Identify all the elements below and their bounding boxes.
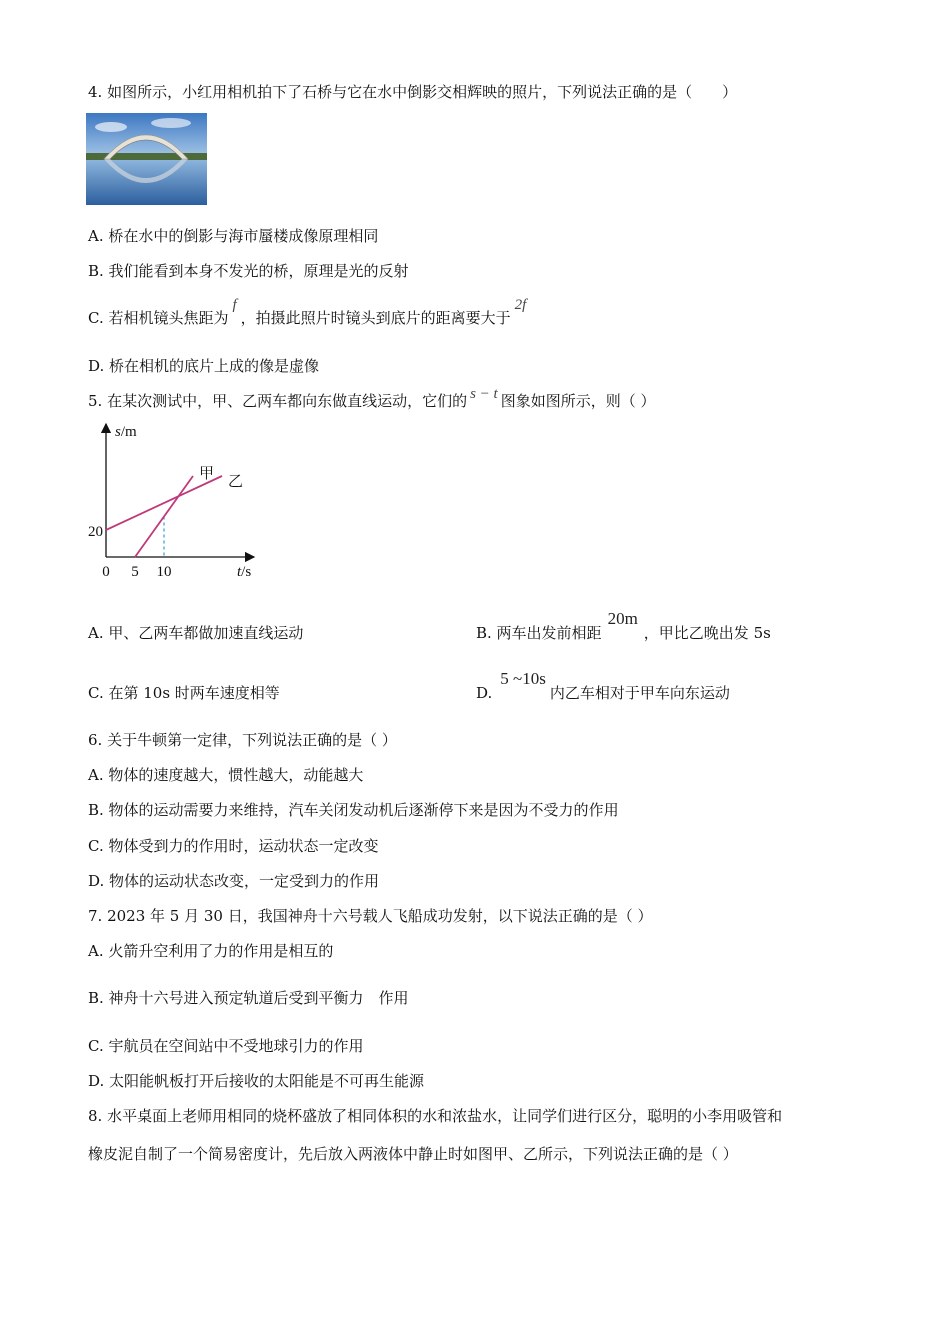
q6-option-d: D. 物体的运动状态改变，一定受到力的作用 xyxy=(88,872,380,890)
q8-stem-line1: 8. 水平桌面上老师用相同的烧杯盛放了相同体积的水和浓盐水，让同学们进行区分，聪明的小李用吸管和 xyxy=(88,1107,783,1125)
q4-option-b: B. 我们能看到本身不发光的桥，原理是光的反射 xyxy=(88,262,409,280)
double-focal-length-symbol: 2f xyxy=(514,297,527,313)
time-interval: 5 ~10s xyxy=(500,669,546,688)
q4-stem: 4. 如图所示，小红用相机拍下了石桥与它在水中倒影交相辉映的照片，下列说法正确的是（ ） xyxy=(88,83,738,101)
q5-stem-text1: 5. 在某次测试中，甲、乙两车都向东做直线运动，它们的 xyxy=(88,392,468,410)
y-axis-var: s xyxy=(115,424,121,440)
y-tick-label-20: 20 xyxy=(88,524,103,540)
x-axis-var: t xyxy=(237,564,242,580)
x-tick-label-0: 0 xyxy=(102,564,110,580)
y-axis-label xyxy=(115,424,137,440)
q7-option-a: A. 火箭升空利用了力的作用是相互的 xyxy=(88,942,334,960)
q5-option-d-label: D. xyxy=(476,684,493,702)
q5-option-d xyxy=(476,669,730,703)
q5-stem xyxy=(88,386,656,412)
x-tick-label-5: 5 xyxy=(131,564,139,580)
q5-option-b-text2: ，甲比乙晚出发 5s xyxy=(643,624,771,642)
q4-option-a: A. 桥在水中的倒影与海市蜃楼成像原理相同 xyxy=(88,227,379,245)
focal-length-symbol: f xyxy=(232,297,237,313)
bridge-photo xyxy=(86,113,207,205)
series-label-yi: 乙 xyxy=(228,474,244,490)
y-axis-unit: /m xyxy=(120,424,137,440)
q4-option-c-text2: ，拍摄此照片时镜头到底片的距离要大于 xyxy=(240,309,511,327)
q6-stem: 6. 关于牛顿第一定律，下列说法正确的是（ ） xyxy=(88,731,397,749)
q4-option-d: D. 桥在相机的底片上成的像是虚像 xyxy=(88,357,320,375)
x-axis-unit: /s xyxy=(241,564,252,580)
series-line-yi xyxy=(106,476,222,530)
q8-stem-line2: 橡皮泥自制了一个简易密度计，先后放入两液体中静止时如图甲、乙所示，下列说法正确的是（ ） xyxy=(88,1145,738,1163)
q4-option-c-text1: C. 若相机镜头焦距为 xyxy=(88,309,229,327)
s-t-symbol: s − t xyxy=(470,386,498,402)
q5-option-b xyxy=(476,609,771,643)
q4-option-c xyxy=(88,297,527,329)
series-label-jia: 甲 xyxy=(199,466,215,482)
distance-20m: 20m xyxy=(607,609,638,628)
q5-option-a: A. 甲、乙两车都做加速直线运动 xyxy=(88,624,304,642)
x-axis-label xyxy=(237,564,251,580)
q6-option-b: B. 物体的运动需要力来维持，汽车关闭发动机后逐渐停下来是因为不受力的作用 xyxy=(88,801,619,819)
q5-stem-text2: 图象如图所示，则（ ） xyxy=(500,392,656,410)
x-tick-label-10: 10 xyxy=(156,564,172,580)
q5-option-c: C. 在第 10s 时两车速度相等 xyxy=(88,684,280,702)
q6-option-a: A. 物体的速度越大，惯性越大，动能越大 xyxy=(88,766,364,784)
q7-option-b: B. 神舟十六号进入预定轨道后受到平衡力 作用 xyxy=(88,989,409,1007)
q7-stem: 7. 2023 年 5 月 30 日，我国神舟十六号载人飞船成功发射，以下说法正确的是（ ） xyxy=(88,907,653,925)
q7-option-c: C. 宇航员在空间站中不受地球引力的作用 xyxy=(88,1037,364,1055)
q6-option-c: C. 物体受到力的作用时，运动状态一定改变 xyxy=(88,837,379,855)
series-line-jia xyxy=(135,476,193,557)
q5-option-d-text: 内乙车相对于甲车向东运动 xyxy=(549,684,730,702)
q7-option-d: D. 太阳能帆板打开后接收的太阳能是不可再生能源 xyxy=(88,1072,425,1090)
s-t-graph xyxy=(84,418,264,588)
q5-option-b-text1: B. 两车出发前相距 xyxy=(476,624,602,642)
